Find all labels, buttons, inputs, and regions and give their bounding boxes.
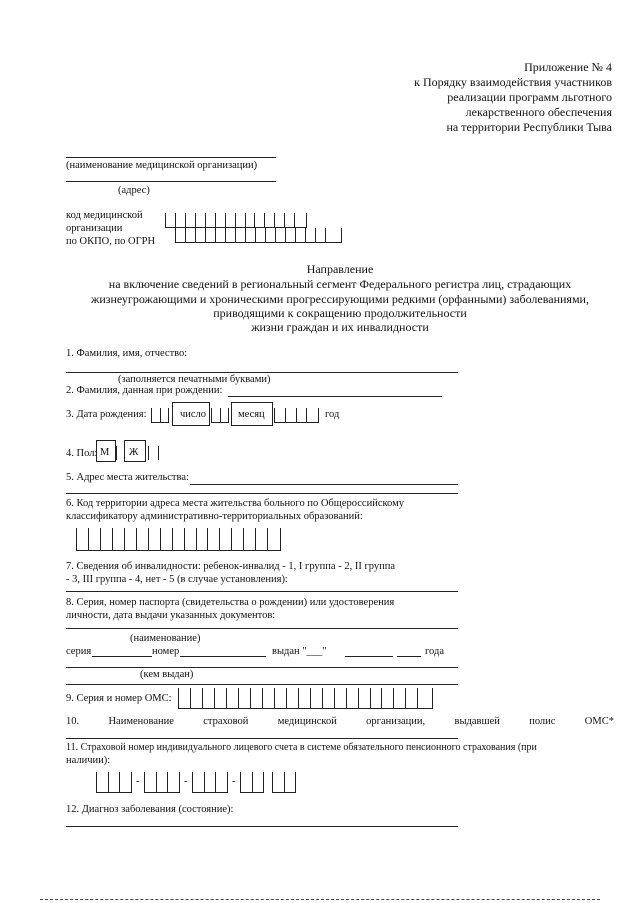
title-line-3: жизнеугрожающими и хроническими прогрессирующими редкими (орфанными) заболеваниями, xyxy=(91,292,589,306)
snils-dash-3: - xyxy=(232,776,236,787)
field-12-label: 12. Диагноз заболевания (состояние): xyxy=(66,804,234,815)
field-6-label-2: классификатору административно-территориальных образований: xyxy=(66,511,363,522)
field-3-label: 3. Дата рождения: xyxy=(66,409,147,420)
passport-series-label: серия xyxy=(66,646,92,657)
appendix-line-5: на территории Республики Тыва xyxy=(446,120,612,134)
snils-group-3[interactable] xyxy=(192,772,228,792)
snils-dash-1: - xyxy=(136,776,140,787)
org-name-caption: (наименование медицинской организации) xyxy=(66,160,258,171)
okpo-code-cells[interactable] xyxy=(165,213,307,227)
sex-male-cell[interactable] xyxy=(116,446,117,460)
ogrn-code-cells[interactable] xyxy=(175,228,342,242)
appendix-line-2: к Порядку взаимодействия участников xyxy=(414,75,612,89)
field-1-line[interactable] xyxy=(66,372,458,373)
passport-number-line[interactable] xyxy=(180,656,266,657)
snils-group-2[interactable] xyxy=(144,772,180,792)
passport-issuer-line[interactable] xyxy=(66,667,458,668)
snils-group-4[interactable] xyxy=(240,772,264,792)
passport-issuer-line-2[interactable] xyxy=(66,684,458,685)
appendix-line-3: реализации программ льготного xyxy=(447,90,612,104)
org-code-label-2: организации xyxy=(66,223,123,234)
passport-issue-month-line[interactable] xyxy=(345,656,393,657)
sex-male-label: М xyxy=(100,447,110,458)
snils-dash-2: - xyxy=(184,776,188,787)
field-5-label: 5. Адрес места жительства: xyxy=(66,472,189,483)
passport-series-line[interactable] xyxy=(92,656,152,657)
appendix-number: Приложение № 4 xyxy=(524,60,612,74)
field-1-caption: (заполняется печатными буквами) xyxy=(118,374,271,385)
org-code-label-1: код медицинской xyxy=(66,210,143,221)
field-2-line[interactable] xyxy=(228,396,442,397)
field-7-label-2: - 3, III группа - 4, нет - 5 (в случае установления): xyxy=(66,574,288,585)
passport-issuer-caption: (кем выдан) xyxy=(140,669,194,680)
field-8-label-1: 8. Серия, номер паспорта (свидетельства о рождении) или удостоверения xyxy=(66,597,395,608)
sex-cell-edge xyxy=(158,446,159,460)
field-7-label-1: 7. Сведения об инвалидности: ребенок-инвалид - 1, I группа - 2, II группа xyxy=(66,561,396,572)
document-title: Направление xyxy=(306,262,374,276)
org-code-label-3: по ОКПО, по ОГРН xyxy=(66,236,156,247)
birth-year-label: год xyxy=(325,409,340,420)
field-4-label: 4. Пол: xyxy=(66,448,98,459)
birth-month-label: месяц xyxy=(238,409,265,420)
passport-number-label: номер xyxy=(152,646,180,657)
passport-issued-label: выдан "___" xyxy=(272,646,327,657)
field-5-line[interactable] xyxy=(190,484,458,485)
field-5-line-2[interactable] xyxy=(66,493,458,494)
title-line-4: приводящими к сокращению продолжительности xyxy=(213,306,467,320)
page-bottom-edge xyxy=(40,899,600,900)
title-line-5: жизни граждан и их инвалидности xyxy=(251,320,429,334)
field-8-name-caption: (наименование) xyxy=(130,633,201,644)
field-12-line[interactable] xyxy=(66,826,458,827)
birth-day-label: число xyxy=(180,409,207,420)
oms-number-cells[interactable] xyxy=(178,688,433,708)
field-6-label-1: 6. Код территории адреса места жительства больного по Общероссийскому xyxy=(66,498,404,509)
sex-female-cell[interactable] xyxy=(148,446,149,460)
birth-month-cells[interactable] xyxy=(211,408,229,422)
passport-issue-year-line[interactable] xyxy=(397,656,421,657)
field-2-label: 2. Фамилия, данная при рождении: xyxy=(66,385,223,396)
org-address-caption: (адрес) xyxy=(118,185,150,196)
field-1-label: 1. Фамилия, имя, отчество: xyxy=(66,348,188,359)
birth-year-cells[interactable] xyxy=(274,408,319,422)
sex-female-label: Ж xyxy=(129,447,139,458)
field-7-line[interactable] xyxy=(66,591,458,592)
org-address-line[interactable] xyxy=(66,181,276,182)
field-8-line[interactable] xyxy=(66,628,458,629)
org-name-line[interactable] xyxy=(66,157,276,158)
snils-check-digits[interactable] xyxy=(272,772,296,792)
field-11-label-2: наличии): xyxy=(66,755,111,766)
okato-code-cells[interactable] xyxy=(76,528,281,550)
passport-year-label: года xyxy=(425,646,444,657)
field-10-label: 10. Наименование страховой медицинской организации, выдавшей полис ОМС* xyxy=(66,716,614,727)
title-line-2: на включение сведений в региональный сегмент Федерального регистра лиц, страдающих xyxy=(108,277,572,291)
snils-group-1[interactable] xyxy=(96,772,132,792)
field-10-line[interactable] xyxy=(66,738,458,739)
appendix-line-4: лекарственного обеспечения xyxy=(465,105,612,119)
field-8-label-2: личности, дата выдачи указанных документов: xyxy=(66,610,276,621)
field-11-label-1: 11. Страховой номер индивидуального лицевого счета в системе обязательного пенсионного страхования (при xyxy=(66,742,537,753)
birth-day-cells[interactable] xyxy=(151,408,169,422)
field-9-label: 9. Серия и номер ОМС: xyxy=(66,693,172,704)
